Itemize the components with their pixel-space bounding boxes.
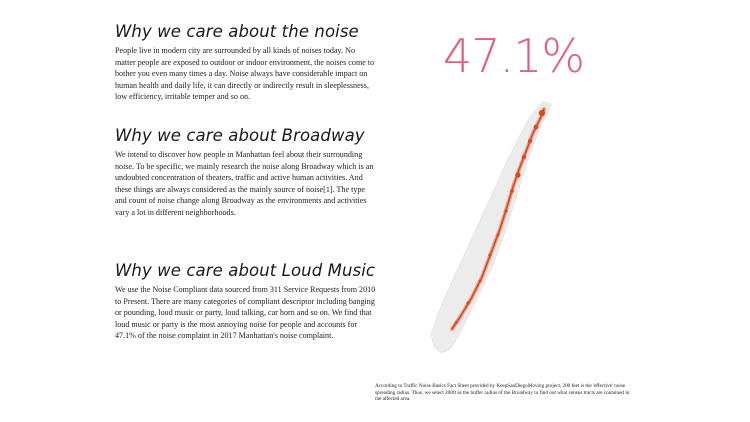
footnote: According to Traffic Noise Basics Fact Sheet provided by KeepSanDiegoMoving project, 200 feet is the 'effective' noise spreading radius. Thus, we select 200ft as the buffer radius of the Broadway to find out what census tracts are contained in the affected area. xyxy=(375,383,630,403)
section-loud-music xyxy=(115,261,377,342)
section-body: We intend to discover how people in Manhattan feel about their surrounding noise. To be specific, we mainly research the noise along Broadway which is an undoubted concentration of theaters, traffic and active human activities. And these things are always considered as the mainly source of noise[1]. The type and count of noise change along Broadway as the environments and activities vary a lot in different neighborhoods. xyxy=(115,150,374,217)
manhattan-land xyxy=(431,101,551,353)
loud-music-percentage: 47.1% xyxy=(443,29,585,83)
section-title: Why we care about Loud Music xyxy=(115,261,376,280)
section-noise xyxy=(115,22,377,103)
section-title: Why we care about the noise xyxy=(115,22,359,41)
section-body: We use the Noise Compliant data sourced from 311 Service Requests from 2010 to Present. There are many categories of compliant descriptor including banging or pounding, loud music or party, loud talking, car horn and so on. We find that loud music or party is the most annoying noise for people and accounts for 47.1% of the noise complaint in 2017 Manhattan's noise complaint. xyxy=(115,285,376,341)
manhattan-broadway-map xyxy=(420,95,555,360)
section-broadway xyxy=(115,126,377,219)
section-title: Why we care about Broadway xyxy=(115,126,365,145)
section-body: People live in modern city are surrounded by all kinds of noises today. No matter people are exposed to outdoor or indoor environment, the noises come to bother you even many times a day. Noise always have considerable impact on human health and daily life, it can directly or indirectly result in sleeplessness, low efficiency, irritable temper and so on. xyxy=(115,46,375,102)
